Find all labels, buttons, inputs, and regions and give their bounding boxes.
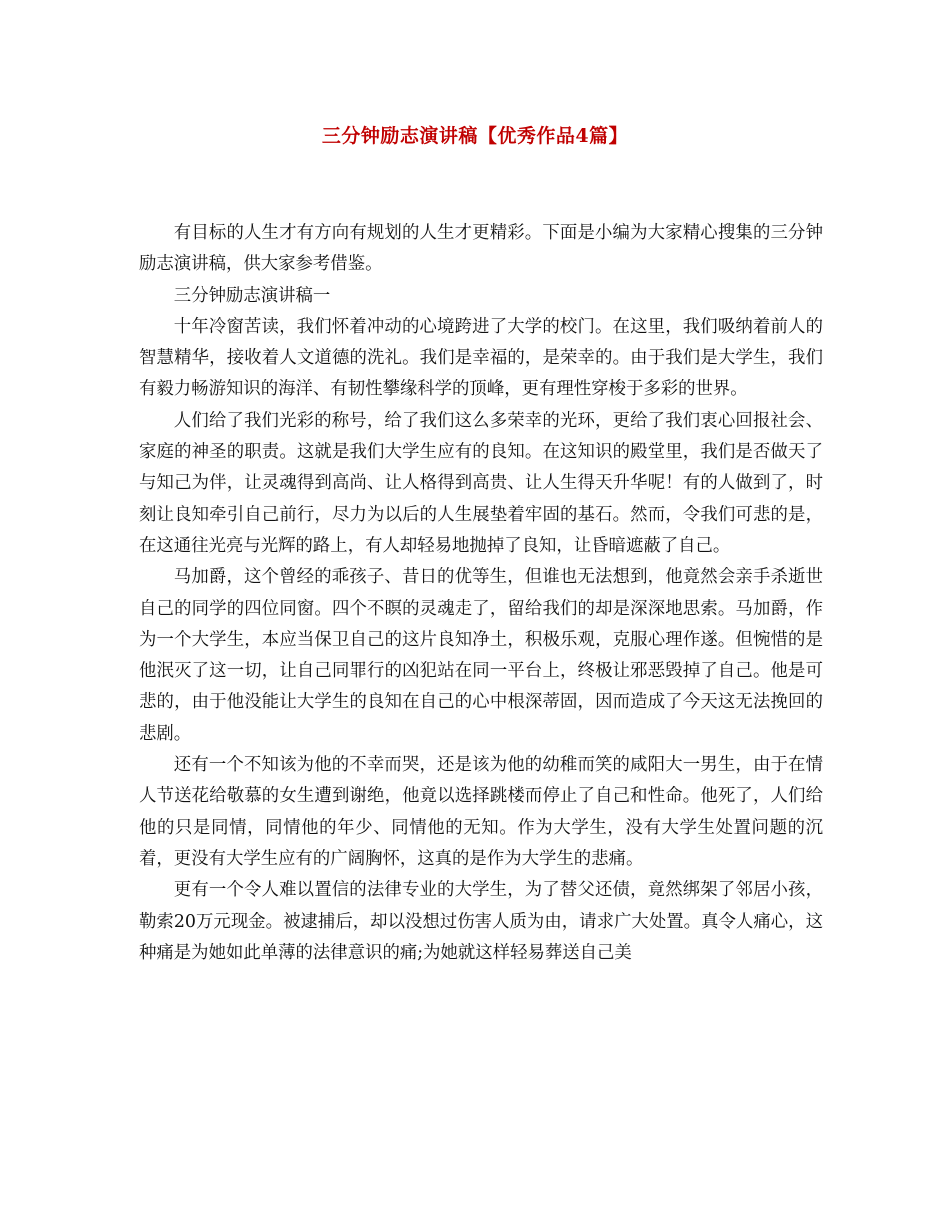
body-paragraph: 人们给了我们光彩的称号，给了我们这么多荣幸的光环，更给了我们衷心回报社会、家庭的神圣的职责。这就是我们大学生应有的良知。在这知识的殿堂里，我们是否做天了与知己为伴，让灵魂得到高尚、让人格得到高贵、让人生得天升华呢！有的人做到了，时刻让良知牵引自己前行，尽力为以后的人生展垫着牢固的基石。然而，令我们可悲的是，在这通往光亮与光辉的路上，有人却轻易地抛掉了良知，让昏暗遮蔽了自己。 (139, 410, 823, 556)
body-paragraph: 十年冷窗苦读，我们怀着冲动的心境跨进了大学的校门。在这里，我们吸纳着前人的智慧精华，接收着人文道德的洗礼。我们是幸福的，是荣幸的。由于我们是大学生，我们有毅力畅游知识的海洋、有韧性攀缘科学的顶峰，更有理性穿梭于多彩的世界。 (139, 316, 823, 400)
body-paragraph: 更有一个令人难以置信的法律专业的大学生，为了替父还债，竟然绑架了邻居小孩，勒索20万元现金。被逮捕后，却以没想过伤害人质为由，请求广大处置。真令人痛心，这种痛是为她如此单薄的法律意识的痛;为她就这样轻易葬送自己美 (139, 880, 823, 963)
section-heading: 三分钟励志演讲稿一 (173, 285, 331, 306)
body-paragraph: 马加爵，这个曾经的乖孩子、昔日的优等生，但谁也无法想到，他竟然会亲手杀逝世自己的同学的四位同窗。四个不瞑的灵魂走了，留给我们的却是深深地思索。马加爵，作为一个大学生，本应当保卫自己的这片良知净土，积极乐观，克服心理作遂。但惋惜的是他泯灭了这一切，让自己同罪行的凶犯站在同一平台上，终极让邪恶毁掉了自己。他是可悲的，由于他没能让大学生的良知在自己的心中根深蒂固，因而造成了今天这无法挽回的悲剧。 (139, 567, 823, 744)
document-body (139, 218, 823, 969)
intro-paragraph: 有目标的人生才有方向有规划的人生才更精彩。下面是小编为大家精心搜集的三分钟励志演讲稿，供大家参考借鉴。 (139, 223, 823, 275)
document-title: 三分钟励志演讲稿【优秀作品4篇】 (321, 125, 629, 147)
body-paragraph: 还有一个不知该为他的不幸而哭，还是该为他的幼稚而笑的咸阳大一男生，由于在情人节送花给敬慕的女生遭到谢绝，他竟以选择跳楼而停止了自己和性命。他死了，人们给他的只是同情，同情他的年少、同情他的无知。作为大学生，没有大学生处置问题的沉着，更没有大学生应有的广阔胸怀，这真的是作为大学生的悲痛。 (139, 755, 823, 869)
